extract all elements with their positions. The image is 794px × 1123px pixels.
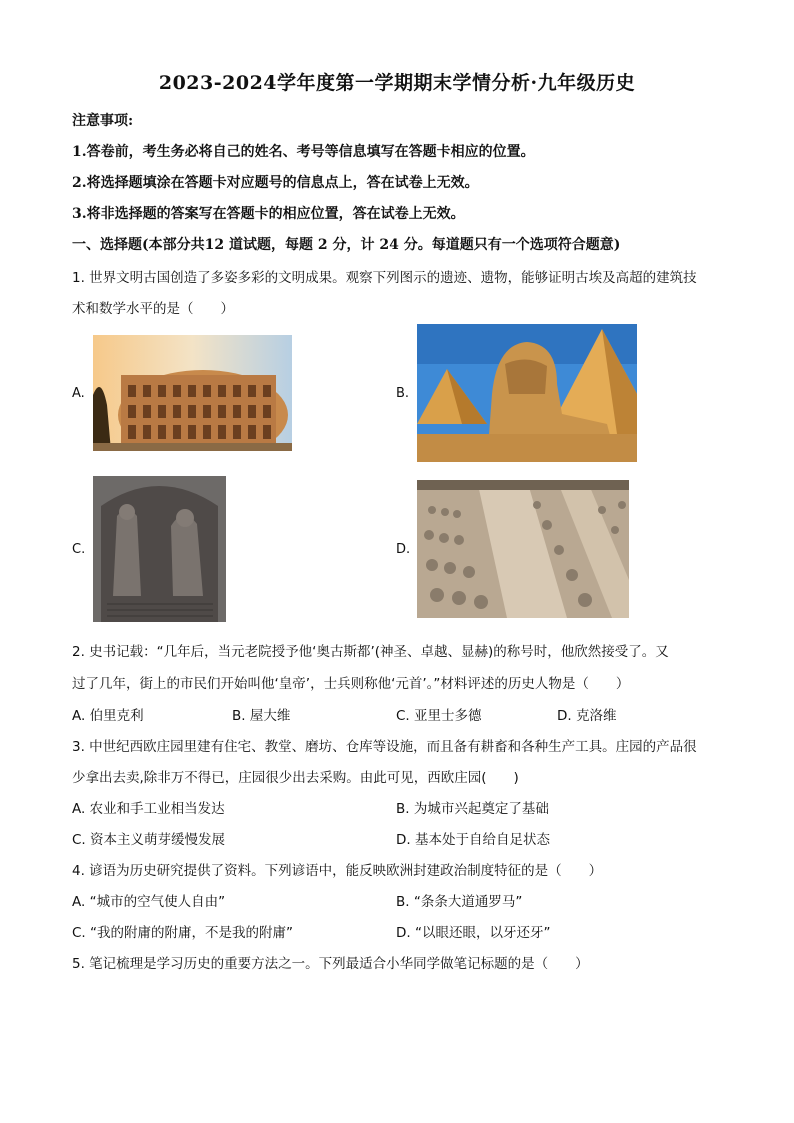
question-2-text: 2. 史书记载：“几年后，当元老院授予他‘奥古斯都’(神圣、卓越、显赫)的称号时，他欣然接受了。又 (72, 644, 669, 660)
colosseum-image (93, 335, 292, 451)
q3-option-a: A. 农业和手工业相当发达 (72, 801, 225, 817)
q2-option-a: A. 伯里克利 (72, 708, 144, 724)
question-5-text: 5. 笔记梳理是学习历史的重要方法之一。下列最适合小华同学做笔记标题的是（ ） (72, 956, 589, 972)
terracotta-army-image (417, 480, 629, 618)
q2-option-d: D. 克洛维 (557, 708, 617, 724)
section-heading: 一、选择题(本部分共12 道试题，每题 2 分，计 24 分。每道题只有一个选项符合题意) (72, 237, 621, 253)
question-3-text-cont: 少拿出去卖,除非万不得已，庄园很少出去采购。由此可见，西欧庄园( ) (72, 770, 519, 786)
q3-option-b: B. 为城市兴起奠定了基础 (396, 801, 549, 817)
q4-option-d: D. “以眼还眼，以牙还牙” (396, 925, 551, 941)
hammurabi-code-stele-image (93, 476, 226, 622)
notice-item-2: 2.将选择题填涂在答题卡对应题号的信息点上，答在试卷上无效。 (72, 175, 479, 191)
q2-option-b: B. 屋大维 (232, 708, 291, 724)
q2-option-c: C. 亚里士多德 (396, 708, 482, 724)
question-1-text: 1. 世界文明古国创造了多姿多彩的文明成果。观察下列图示的遗迹、遗物，能够证明古埃及高超的建筑技 (72, 270, 697, 286)
question-1-text-cont: 术和数学水平的是（ ） (72, 301, 234, 317)
question-4-text: 4. 谚语为历史研究提供了资料。下列谚语中，能反映欧洲封建政治制度特征的是（ ） (72, 863, 603, 879)
q3-option-d: D. 基本处于自给自足状态 (396, 832, 550, 848)
notice-item-1: 1.答卷前，考生务必将自己的姓名、考号等信息填写在答题卡相应的位置。 (72, 144, 535, 160)
q1-label-a: A. (72, 386, 85, 401)
q1-label-d: D. (396, 542, 411, 557)
question-2-text-cont: 过了几年，街上的市民们开始叫他‘皇帝’，士兵则称他‘元首’。”材料评述的历史人物是（ ） (72, 676, 630, 692)
notice-heading: 注意事项: (72, 113, 134, 129)
q1-label-c: C. (72, 542, 86, 557)
sphinx-pyramids-image (417, 324, 637, 462)
q4-option-b: B. “条条大道通罗马” (396, 894, 523, 910)
q4-option-c: C. “我的附庸的附庸，不是我的附庸” (72, 925, 293, 941)
exam-title: 2023-2024学年度第一学期期末学情分析·九年级历史 (158, 72, 636, 94)
q3-option-c: C. 资本主义萌芽缓慢发展 (72, 832, 226, 848)
question-3-text: 3. 中世纪西欧庄园里建有住宅、教堂、磨坊、仓库等设施，而且备有耕畜和各种生产工具。庄园的产品很 (72, 739, 697, 755)
q1-label-b: B. (396, 386, 410, 401)
notice-item-3: 3.将非选择题的答案写在答题卡的相应位置，答在试卷上无效。 (72, 206, 465, 222)
q4-option-a: A. “城市的空气使人自由” (72, 894, 226, 910)
